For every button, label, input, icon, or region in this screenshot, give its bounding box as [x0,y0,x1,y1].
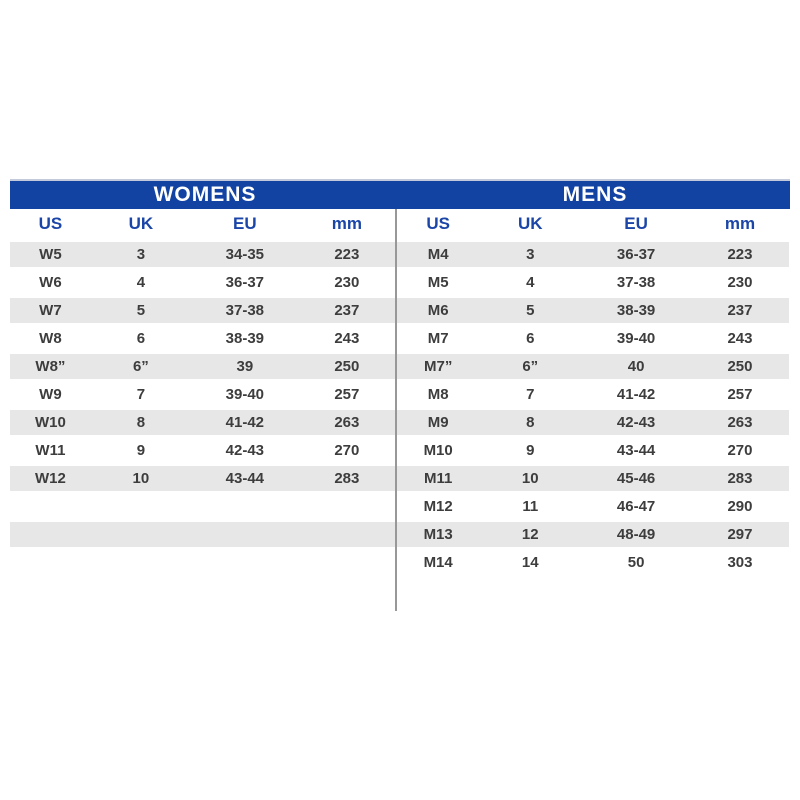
table-row [397,521,789,549]
cell-uk: 3 [91,241,191,269]
cell-us: W6 [10,269,91,297]
cell-uk [91,521,191,549]
cell-uk [91,493,191,521]
cell-mm: 283 [691,465,789,493]
cell-eu: 38-39 [191,325,299,353]
mens-size-table [397,209,789,578]
womens-section-title: WOMENS [153,183,257,206]
cell-uk: 5 [479,297,581,325]
cell-us: M13 [397,521,479,549]
cell-mm [299,493,395,521]
table-row [397,241,789,269]
cell-mm [299,549,395,577]
cell-us: M9 [397,409,479,437]
table-row [397,549,789,577]
cell-mm: 257 [299,381,395,409]
cell-mm: 263 [691,409,789,437]
cell-mm: 270 [299,437,395,465]
cell-eu: 43-44 [191,465,299,493]
section-title-band [10,179,790,209]
table-row [10,325,395,353]
cell-us: W8 [10,325,91,353]
empty-table-row [10,549,395,577]
cell-mm: 230 [691,269,789,297]
table-row [397,297,789,325]
cell-mm: 237 [691,297,789,325]
table-row [10,465,395,493]
table-row [10,353,395,381]
table-row [10,381,395,409]
cell-eu [191,493,299,521]
column-header-eu: EU [191,209,299,241]
cell-uk: 7 [479,381,581,409]
cell-eu: 45-46 [581,465,691,493]
cell-eu: 39-40 [581,325,691,353]
cell-eu: 36-37 [581,241,691,269]
column-header-mm: mm [299,209,395,241]
cell-eu: 41-42 [191,409,299,437]
cell-us: M5 [397,269,479,297]
table-row [397,465,789,493]
mens-table-header [397,209,789,241]
cell-us: W8” [10,353,91,381]
cell-uk: 8 [91,409,191,437]
cell-us [10,549,91,577]
cell-mm: 297 [691,521,789,549]
column-header-row [10,209,395,241]
cell-us: M14 [397,549,479,577]
cell-mm: 250 [691,353,789,381]
cell-eu: 48-49 [581,521,691,549]
cell-uk: 10 [91,465,191,493]
mens-table-body [397,241,789,577]
cell-eu: 43-44 [581,437,691,465]
column-header-us: US [10,209,91,241]
cell-uk: 8 [479,409,581,437]
cell-eu: 46-47 [581,493,691,521]
empty-table-row [10,493,395,521]
cell-us: W9 [10,381,91,409]
cell-mm [299,521,395,549]
table-row [10,409,395,437]
column-header-mm: mm [691,209,789,241]
cell-eu: 40 [581,353,691,381]
table-row [10,297,395,325]
cell-uk [91,549,191,577]
cell-uk: 11 [479,493,581,521]
table-row [10,269,395,297]
cell-mm: 243 [691,325,789,353]
tables-container [10,209,790,611]
cell-uk: 6” [91,353,191,381]
cell-uk: 9 [479,437,581,465]
table-row [397,493,789,521]
cell-us [10,521,91,549]
table-row [397,381,789,409]
cell-eu: 42-43 [581,409,691,437]
cell-mm: 250 [299,353,395,381]
cell-eu [191,549,299,577]
table-row [10,437,395,465]
cell-uk: 10 [479,465,581,493]
cell-eu: 42-43 [191,437,299,465]
cell-uk: 3 [479,241,581,269]
womens-table-body [10,241,395,577]
table-row [10,241,395,269]
cell-us: M6 [397,297,479,325]
womens-table-header [10,209,395,241]
cell-eu: 38-39 [581,297,691,325]
cell-uk: 14 [479,549,581,577]
table-row [397,437,789,465]
cell-uk: 6” [479,353,581,381]
cell-us: W5 [10,241,91,269]
cell-uk: 5 [91,297,191,325]
cell-us: M8 [397,381,479,409]
column-header-us: US [397,209,479,241]
cell-us: M11 [397,465,479,493]
cell-mm: 303 [691,549,789,577]
column-header-eu: EU [581,209,691,241]
womens-size-table [10,209,395,578]
cell-uk: 6 [91,325,191,353]
cell-mm: 223 [299,241,395,269]
cell-mm: 257 [691,381,789,409]
cell-mm: 283 [299,465,395,493]
cell-us [10,493,91,521]
cell-eu: 39-40 [191,381,299,409]
cell-us: W11 [10,437,91,465]
cell-us: M7 [397,325,479,353]
mens-section-title: MENS [562,183,628,206]
cell-eu: 39 [191,353,299,381]
empty-table-row [10,521,395,549]
cell-eu: 36-37 [191,269,299,297]
table-row [397,325,789,353]
cell-mm: 290 [691,493,789,521]
cell-eu: 41-42 [581,381,691,409]
cell-us: W10 [10,409,91,437]
cell-uk: 6 [479,325,581,353]
cell-uk: 7 [91,381,191,409]
shoe-size-chart [10,179,790,611]
cell-uk: 4 [91,269,191,297]
column-header-uk: UK [91,209,191,241]
cell-eu: 50 [581,549,691,577]
cell-us: M4 [397,241,479,269]
cell-mm: 270 [691,437,789,465]
table-row [397,269,789,297]
cell-us: M10 [397,437,479,465]
cell-us: M7” [397,353,479,381]
cell-mm: 263 [299,409,395,437]
cell-eu [191,521,299,549]
cell-us: W7 [10,297,91,325]
cell-mm: 237 [299,297,395,325]
table-row [397,353,789,381]
cell-uk: 4 [479,269,581,297]
cell-eu: 37-38 [191,297,299,325]
cell-uk: 12 [479,521,581,549]
cell-eu: 37-38 [581,269,691,297]
cell-uk: 9 [91,437,191,465]
cell-mm: 223 [691,241,789,269]
cell-mm: 230 [299,269,395,297]
column-header-uk: UK [479,209,581,241]
table-row [397,409,789,437]
cell-us: M12 [397,493,479,521]
cell-us: W12 [10,465,91,493]
cell-eu: 34-35 [191,241,299,269]
column-header-row [397,209,789,241]
cell-mm: 243 [299,325,395,353]
